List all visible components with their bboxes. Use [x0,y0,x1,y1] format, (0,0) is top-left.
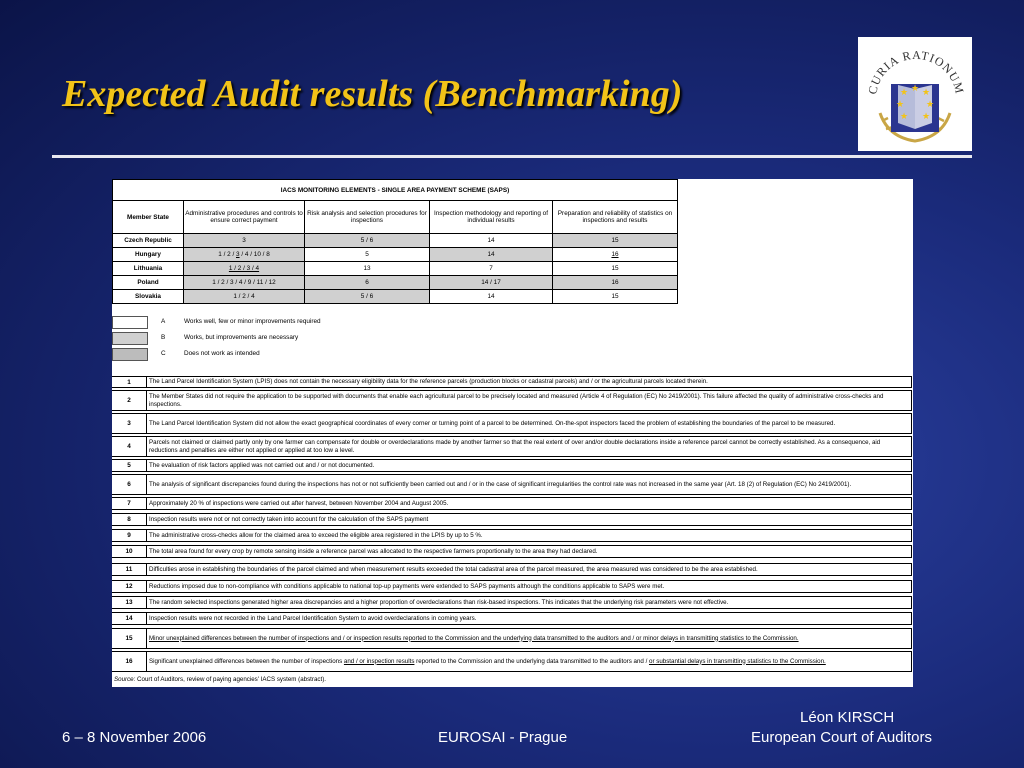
table-cell: 13 [305,262,430,276]
member-state: Slovakia [113,290,184,304]
table-cell: 15 [553,234,678,248]
table-cell: 7 [430,262,553,276]
svg-text:★: ★ [899,112,909,122]
finding-text: The Land Parcel Identification System (LPIS) does not contain the necessary eligibility data for the reference parcels (production blocks or cadastral parcels) and / or the agricultural parcels located therein. [149,378,708,385]
finding-number: 14 [112,613,147,624]
legend-text: Works, but improvements are necessary [184,334,299,341]
footer-date: 6 – 8 November 2006 [62,729,207,746]
finding-row [112,459,912,472]
table-cell: 14 [430,234,553,248]
finding-number: 10 [112,546,147,557]
logo-text: CURIA RATIONUM [865,47,967,96]
table-row [113,248,678,262]
member-state: Hungary [113,248,184,262]
legend-item [112,332,512,344]
legend-item [112,348,512,360]
table-cell: 1 / 2 / 3 / 4 / 10 / 8 [184,248,305,262]
finding-text: Difficulties arose in establishing the boundaries of the parcel claimed and when measurement results exceeded the total cadastral area of the parcel measured, the area measured was considered to be the area established. [149,565,758,573]
finding-text: The evaluation of risk factors applied was not carried out and / or not documented. [149,461,375,469]
finding-text: Significant unexplained differences between the number of inspections and / or inspection results reported to the Commission and the underlying data transmitted to the auditors and / or substantial delays in transmitting statistics to the Commission. [149,657,826,665]
legend-letter: C [161,350,166,357]
legend-swatch [112,316,148,329]
column-header: Risk analysis and selection procedures for inspections [305,201,430,234]
member-state: Lithuania [113,262,184,276]
finding-text: Inspection results were not or not correctly taken into account for the calculation of the SAPS payment [149,515,429,523]
table-cell: 1 / 2 / 4 [184,290,305,304]
table-cell: 1 / 2 / 3 / 4 / 9 / 11 / 12 [184,276,305,290]
table-cell: 14 [430,248,553,262]
finding-number: 13 [112,597,147,608]
legend-item [112,316,512,328]
finding-text: Inspection results were not recorded in the Land Parcel Identification System to avoid overdeclarations in coming years. [149,614,477,622]
table-cell: 5 / 6 [305,234,430,248]
finding-number: 7 [112,498,147,509]
table-cell: 16 [553,248,678,262]
finding-row [112,580,912,593]
table-row [113,234,678,248]
finding-row [112,513,912,526]
finding-text: The administrative cross-checks allow for the claimed area to exceed the eligible area registered in the LPIS by up to 5 %. [149,531,483,539]
table-cell: 5 [305,248,430,262]
finding-row [112,596,912,609]
svg-text:★: ★ [921,88,931,98]
column-header: Preparation and reliability of statistics on inspections and results [553,201,678,234]
svg-text:★: ★ [910,84,920,94]
table-cell: 14 / 17 [430,276,553,290]
member-state: Poland [113,276,184,290]
svg-text:★: ★ [899,88,909,98]
finding-row [112,376,912,388]
finding-number: 3 [112,414,147,433]
finding-text: The Member States did not require the application to be supported with documents that enable each agricultural parcel to be precisely located and measured (Article 4 of Regulation (EC) No 2419/2001). This failure affected the quality of administrative cross-checks and inspections. [149,392,884,408]
finding-text: Parcels not claimed or claimed partly only by one farmer can compensate for double or overdeclarations made by another farmer so that the real extent of over and/or double declarations inside a reference parcel cannot be correctly established. As a consequence, aid reductions and penalties are either not applied or applied at too low a level. [149,438,881,454]
footer-event: EUROSAI - Prague [438,729,568,746]
finding-text: The analysis of significant discrepancies found during the inspections has not or not sufficiently been carried out and / or in the case of significant irregularities the control rate was not increased in the same year (Art. 18 (2) of Regulation (EC) No 2419/2001). [149,480,852,488]
finding-text: The total area found for every crop by remote sensing inside a reference parcel was allocated to the respective farmers proportionally to the area they had declared. [149,547,598,555]
title-divider [52,155,972,158]
finding-number: 11 [112,564,147,575]
finding-row [112,390,912,411]
finding-number: 12 [112,581,147,592]
source-note: Source: Court of Auditors, review of paying agencies' IACS system (abstract). [114,676,326,683]
finding-text: The Land Parcel Identification System did not allow the exact geographical coordinates of every corner or turning point of a parcel to be determined. On-the-spot inspectors faced the problem of establishing the boundaries of the parcel to be measured. [149,419,836,427]
table-cell: 1 / 2 / 3 / 4 [184,262,305,276]
finding-number: 16 [112,652,147,671]
finding-row [112,413,912,434]
footer-organisation: European Court of Auditors [751,729,932,746]
footer-speaker: Léon KIRSCH [800,709,895,726]
finding-row [112,612,912,625]
table-row [113,290,678,304]
finding-row [112,628,912,649]
finding-row [112,474,912,495]
finding-row [112,497,912,510]
finding-number: 6 [112,475,147,494]
finding-row [112,651,912,672]
legend-text: Works well, few or minor improvements required [184,318,321,325]
table-cell: 16 [553,276,678,290]
table-cell: 5 / 6 [305,290,430,304]
finding-number: 4 [112,437,147,456]
table-cell: 3 [184,234,305,248]
finding-row [112,436,912,457]
column-header: Administrative procedures and controls to ensure correct payment [184,201,305,234]
finding-row [112,545,912,558]
slide-title: Expected Audit results (Benchmarking) [62,73,683,115]
benchmark-panel [112,179,913,687]
finding-text: Approximately 20 % of inspections were carried out after harvest, between November 2004 and August 2005. [149,499,449,507]
legend-letter: B [161,334,166,341]
table-cell: 14 [430,290,553,304]
svg-text:★: ★ [925,100,935,110]
legend-letter: A [161,318,166,325]
finding-row [112,529,912,542]
court-logo [858,37,972,151]
table-title: IACS MONITORING ELEMENTS - SINGLE AREA PAYMENT SCHEME (SAPS) [113,180,678,201]
finding-number: 1 [112,377,147,387]
table-row [113,262,678,276]
svg-text:★: ★ [921,112,931,122]
finding-number: 5 [112,460,147,471]
finding-number: 15 [112,629,147,648]
finding-number: 2 [112,391,147,410]
iacs-table [112,179,678,304]
member-state: Czech Republic [113,234,184,248]
legend-text: Does not work as intended [184,350,260,357]
table-cell: 15 [553,290,678,304]
legend-swatch [112,348,148,361]
table-cell: 6 [305,276,430,290]
finding-number: 9 [112,530,147,541]
finding-text: The random selected inspections generated higher area discrepancies and a higher proportion of overdeclarations than risk-based inspections. This indicates that the underlying risk parameters were not effective. [149,598,729,606]
table-cell: 15 [553,262,678,276]
finding-row [112,563,912,576]
finding-text: Minor unexplained differences between the number of inspections and / or inspection results reported to the Commission and the underlying data transmitted to the auditors and / or minor delays in transmitting statistics to the Commission. [149,634,799,642]
column-header: Member State [113,201,184,234]
svg-text:★: ★ [895,100,905,110]
finding-text: Reductions imposed due to non-compliance with conditions applicable to national top-up payments were extended to SAPS payments although the conditions applicable to SAPS were met. [149,582,665,590]
finding-number: 8 [112,514,147,525]
table-row [113,276,678,290]
legend-swatch [112,332,148,345]
column-header: Inspection methodology and reporting of individual results [430,201,553,234]
